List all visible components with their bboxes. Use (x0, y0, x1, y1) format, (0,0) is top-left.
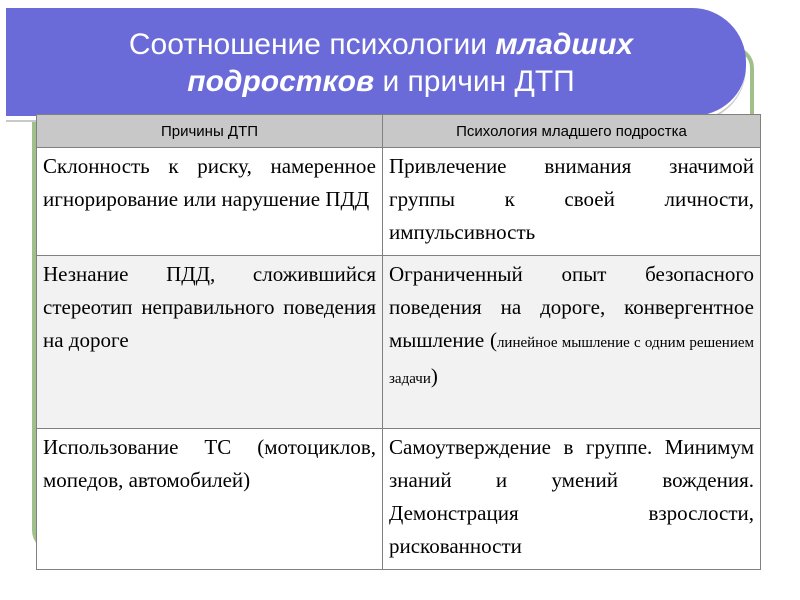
title-italic-part: младших подростков (187, 28, 634, 98)
title-banner (6, 8, 746, 120)
slide-title (36, 26, 726, 100)
note-close-paren: ) (430, 364, 438, 388)
comparison-table (36, 114, 761, 570)
title-part-3: и причин ДТП (374, 65, 575, 98)
table-row (37, 429, 761, 570)
table-header-row (37, 115, 761, 148)
cell-psychology: Самоутверждение в группе. Минимум знаний и умений вождения. Демонстрация взрослости, рискованности (383, 429, 761, 570)
title-part-1: Соотношение психологии (128, 28, 496, 61)
psychology-note-text: линейное мышление с одним решением задачи (389, 335, 755, 387)
table-row (37, 256, 761, 429)
cell-psychology (383, 256, 761, 429)
header-psychology: Психология младшего подростка (383, 115, 761, 148)
cell-cause: Незнание ПДД, сложившийся стереотип неправильного поведения на дороге (37, 256, 383, 429)
header-causes: Причины ДТП (37, 115, 383, 148)
cell-cause: Склонность к риску, намеренное игнорирование или нарушение ПДД (37, 148, 383, 256)
cell-cause: Использование ТС (мотоциклов, мопедов, автомобилей) (37, 429, 383, 570)
note-open-paren: ( (489, 328, 497, 352)
table-row (37, 148, 761, 256)
cell-psychology: Привлечение внимания значимой группы к своей личности, импульсивность (383, 148, 761, 256)
psychology-main-text: Ограниченный опыт безопасного поведения на дороге, конвергентное мышление (389, 262, 754, 352)
